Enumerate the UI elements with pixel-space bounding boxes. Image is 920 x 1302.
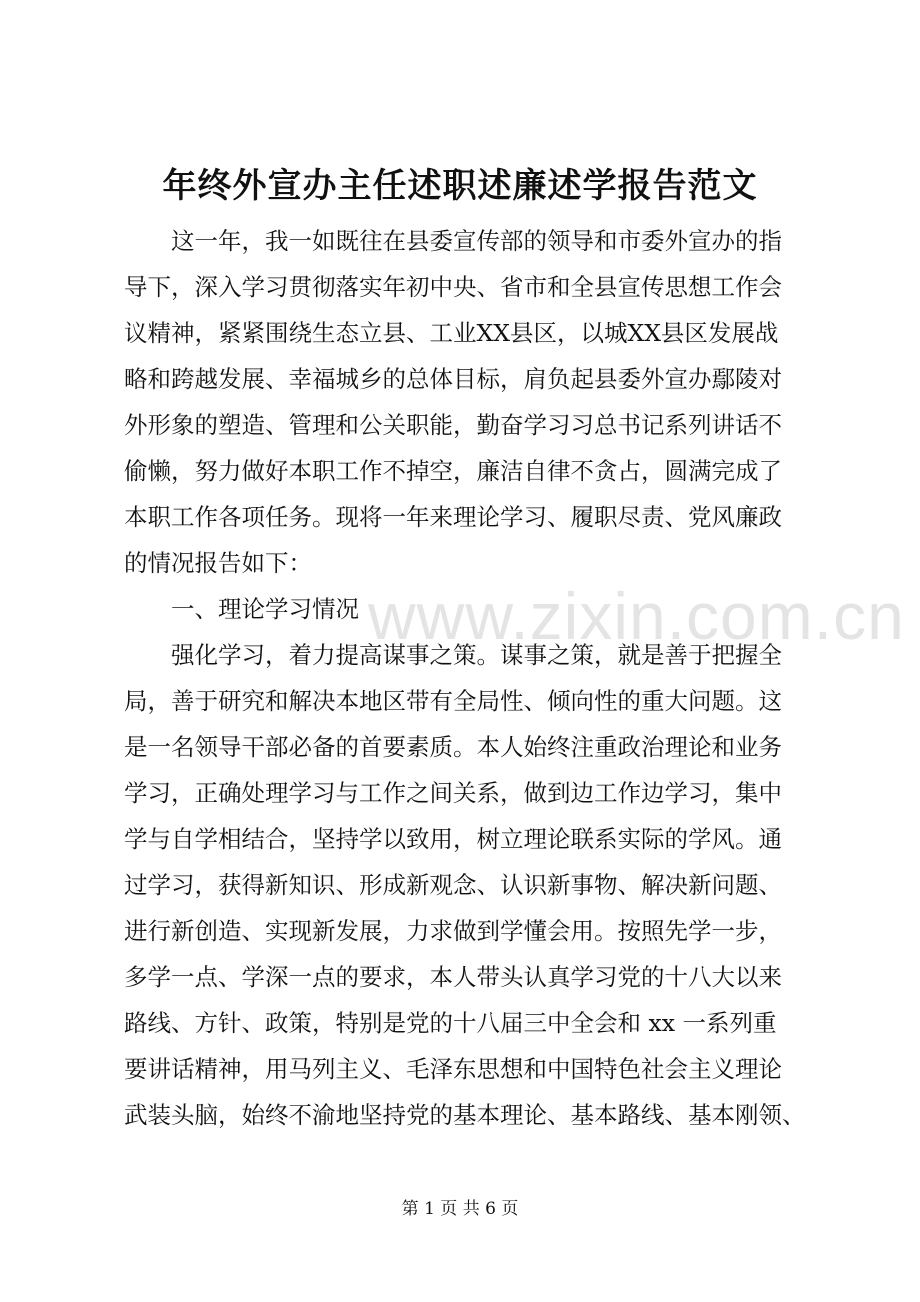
body-line: 进行新创造、实现新发展，力求做到学懂会用。按照先学一步， xyxy=(124,917,782,945)
document-title: 年终外宣办主任述职述廉述学报告范文 xyxy=(162,166,758,206)
body-line: 要讲话精神，用马列主义、毛泽东思想和中国特色社会主义理论 xyxy=(124,1055,782,1083)
body-line: 导下，深入学习贯彻落实年初中央、省市和全县宣传思想工作会 xyxy=(124,273,782,301)
body-line: 局，善于研究和解决本地区带有全局性、倾向性的重大问题。这 xyxy=(124,687,782,715)
body-line: 是一名领导干部必备的首要素质。本人始终注重政治理论和业务 xyxy=(124,733,782,761)
body-line: 的情况报告如下： xyxy=(124,549,312,577)
body-line: 略和跨越发展、幸福城乡的总体目标，肩负起县委外宣办鄢陵对 xyxy=(124,365,782,393)
body-line: 学习，正确处理学习与工作之间关系，做到边工作边学习，集中 xyxy=(124,779,782,807)
body-line: 强化学习，着力提高谋事之策。谋事之策，就是善于把握全 xyxy=(124,641,782,669)
body-line: 这一年，我一如既往在县委宣传部的领导和市委外宣办的指 xyxy=(124,227,782,255)
body-line: 本职工作各项任务。现将一年来理论学习、履职尽责、党风廉政 xyxy=(124,503,782,531)
watermark: www.zixin.com.cn xyxy=(368,579,905,653)
body-line: 武装头脑，始终不渝地坚持党的基本理论、基本路线、基本刚领、 xyxy=(124,1101,806,1129)
body-line: 多学一点、学深一点的要求，本人带头认真学习党的十八大以来 xyxy=(124,963,782,991)
body-line: 过学习，获得新知识、形成新观念、认识新事物、解决新问题、 xyxy=(124,871,782,899)
body-line: 路线、方针、政策，特别是党的十八届三中全会和 xx 一系列重 xyxy=(124,1009,777,1037)
body-line: 偷懒，努力做好本职工作不掉空，廉洁自律不贪占，圆满完成了 xyxy=(124,457,782,485)
document-body xyxy=(124,218,824,1138)
body-line: 议精神，紧紧围绕生态立县、工业XX县区，以城XX县区发展战 xyxy=(124,319,779,347)
section-heading: 一、理论学习情况 xyxy=(124,595,359,623)
body-line: 学与自学相结合，坚持学以致用，树立理论联系实际的学风。通 xyxy=(124,825,782,853)
body-line: 外形象的塑造、管理和公关职能，勤奋学习习总书记系列讲话不 xyxy=(124,411,782,439)
page-footer: 第 1 页 共 6 页 xyxy=(401,1199,519,1219)
